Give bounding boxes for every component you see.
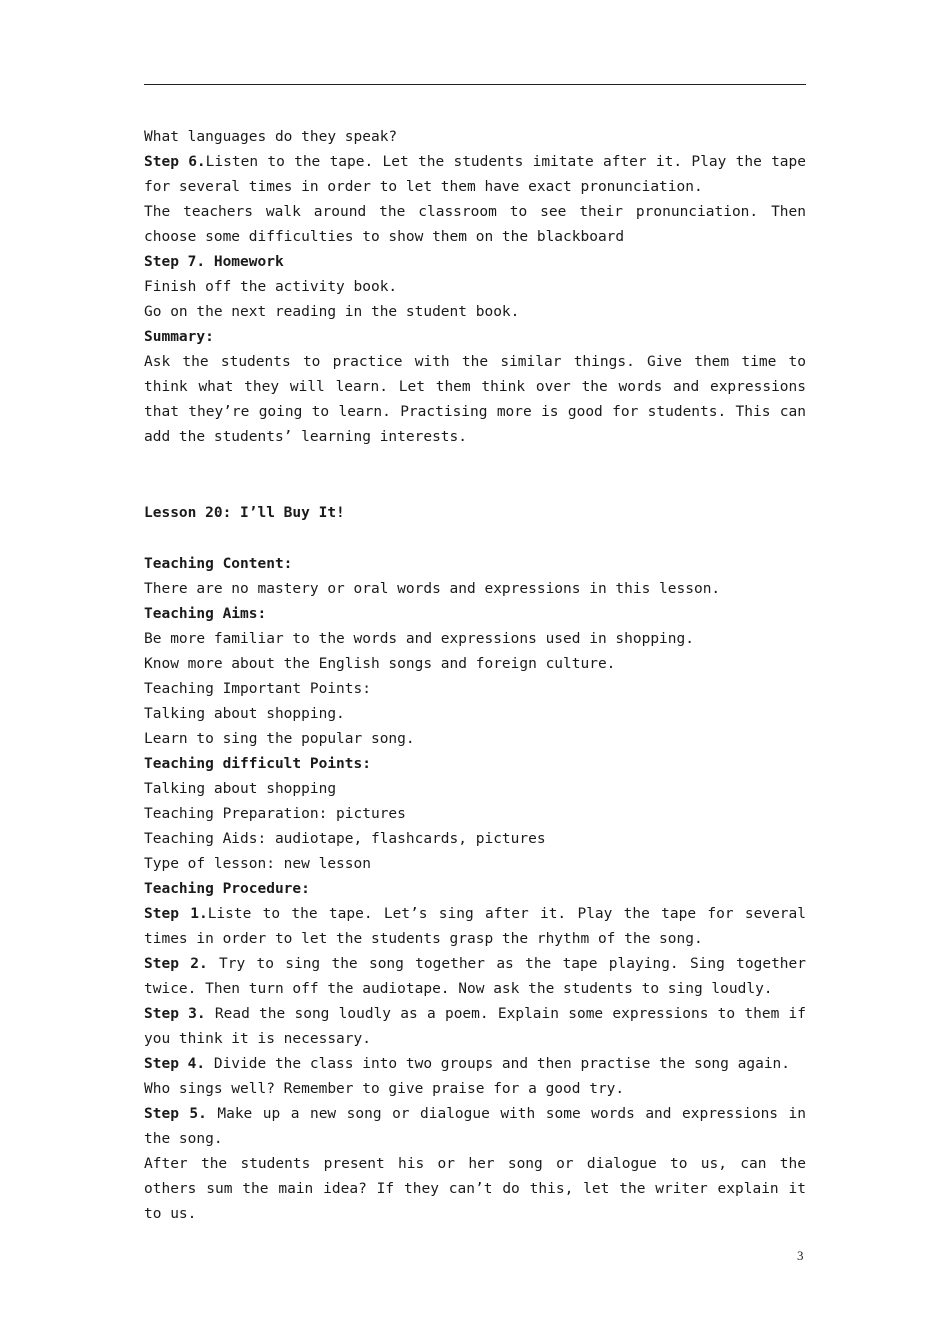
summary-text: Ask the students to practice with the similar things. Give them time to think what they will learn. Let them think over the words and expressions that they’re going to learn. Practising more is good for students. This can add the students’ learning interests. (144, 354, 806, 445)
procedure-step-2 (144, 952, 806, 1002)
teaching-aids: Teaching Aids: audiotape, flashcards, pictures (144, 831, 546, 847)
important-points-heading: Teaching Important Points: (144, 681, 371, 697)
document-body (144, 125, 806, 1227)
step-label: Step 3. (144, 1006, 206, 1022)
aim-item: Know more about the English songs and foreign culture. (144, 656, 616, 672)
procedure-step-5 (144, 1102, 806, 1152)
header-rule (144, 84, 806, 85)
step-text: Make up a new song or dialogue with some words and expressions in the song. (144, 1106, 806, 1147)
step-7-heading: Step 7. Homework (144, 254, 284, 270)
homework-item: Finish off the activity book. (144, 279, 398, 295)
teaching-content-heading: Teaching Content: (144, 556, 293, 572)
step-label: Step 6. (144, 154, 206, 170)
procedure-step-3 (144, 1002, 806, 1052)
step-4-followup: Who sings well? Remember to give praise for a good try. (144, 1081, 625, 1097)
page-number: 3 (797, 1248, 804, 1263)
step-text: Listen to the tape. Let the students imitate after it. Play the tape for several times in order to let them have exact pronunciation. (144, 154, 807, 195)
teaching-preparation: Teaching Preparation: pictures (144, 806, 406, 822)
question-line: What languages do they speak? (144, 129, 398, 145)
step-text: Read the song loudly as a poem. Explain some expressions to them if you think it is necessary. (144, 1006, 807, 1047)
procedure-step-1 (144, 902, 806, 952)
lesson-title: Lesson 20: I’ll Buy It! (144, 505, 345, 521)
important-point-item: Talking about shopping. (144, 706, 345, 722)
step-6 (144, 150, 806, 200)
homework-item: Go on the next reading in the student book. (144, 304, 520, 320)
difficult-point-item: Talking about shopping (144, 781, 337, 797)
difficult-points-heading: Teaching difficult Points: (144, 756, 371, 772)
step-label: Step 5. (144, 1106, 207, 1122)
procedure-heading: Teaching Procedure: (144, 881, 310, 897)
important-point-item: Learn to sing the popular song. (144, 731, 415, 747)
step-label: Step 2. (144, 956, 208, 972)
step-text: Try to sing the song together as the tape playing. Sing together twice. Then turn off the audiotape. Now ask the students to sing loudly. (144, 956, 807, 997)
teaching-aims-heading: Teaching Aims: (144, 606, 267, 622)
step-text: Divide the class into two groups and then practise the song again. (205, 1056, 791, 1072)
aim-item: Be more familiar to the words and expressions used in shopping. (144, 631, 694, 647)
procedure-step-4 (144, 1052, 806, 1077)
paragraph-teachers-walk: The teachers walk around the classroom to see their pronunciation. Then choose some difficulties to show them on the blackboard (144, 204, 806, 245)
step-text: Liste to the tape. Let’s sing after it. Play the tape for several times in order to let the students grasp the rhythm of the song. (144, 906, 807, 947)
teaching-content-text: There are no mastery or oral words and expressions in this lesson. (144, 581, 721, 597)
step-label: Step 1. (144, 906, 208, 922)
summary-heading: Summary: (144, 329, 214, 345)
lesson-type: Type of lesson: new lesson (144, 856, 371, 872)
step-label: Step 4. (144, 1056, 206, 1072)
closing-paragraph: After the students present his or her song or dialogue to us, can the others sum the main idea? If they can’t do this, let the writer explain it to us. (144, 1156, 806, 1222)
